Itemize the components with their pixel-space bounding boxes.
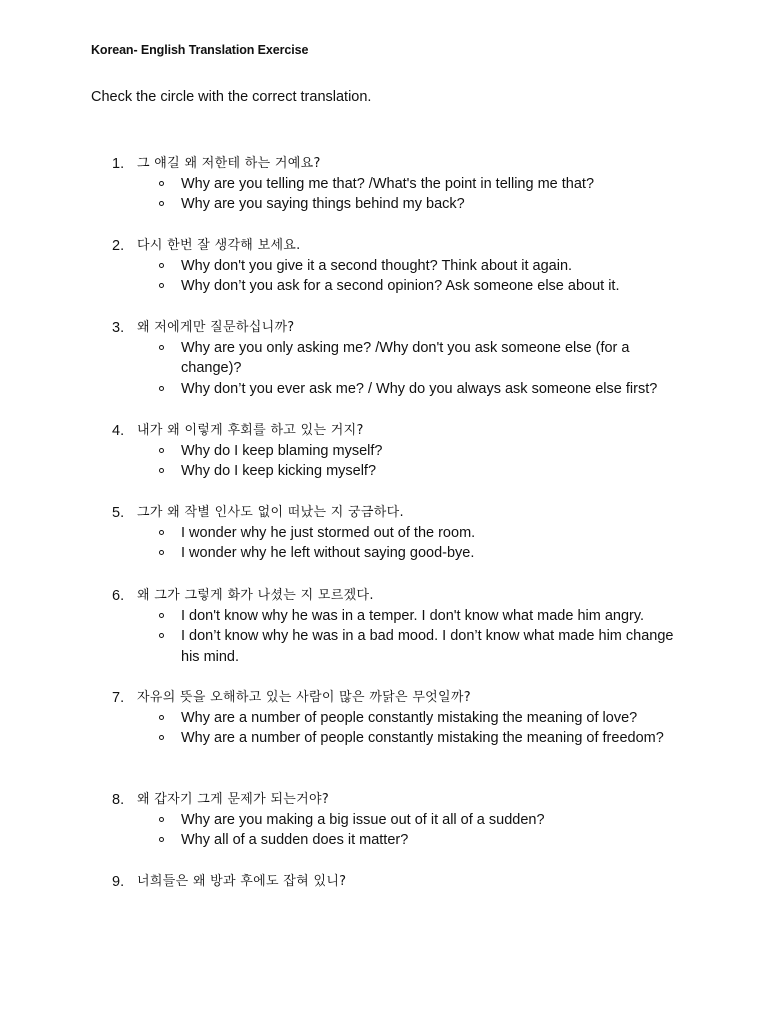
- answer-option: [0, 728, 681, 748]
- question-korean: 왜 갑자기 그게 문제가 되는거야?: [137, 792, 330, 807]
- answer-option: [0, 461, 681, 481]
- answer-text: I don't know why he was in a temper. I don't know what made him angry.: [181, 608, 645, 624]
- question-number: 7.: [112, 690, 125, 706]
- document-title: Korean- English Translation Exercise: [91, 43, 309, 57]
- answer-option: [0, 708, 681, 728]
- answer-circle[interactable]: [159, 345, 164, 350]
- answer-option: [0, 830, 681, 850]
- answer-circle[interactable]: [159, 735, 164, 740]
- instruction-text: Check the circle with the correct translation.: [91, 89, 372, 105]
- answer-option: [0, 276, 681, 296]
- question-korean: 그가 왜 작별 인사도 없이 떠났는 지 궁금하다.: [137, 505, 404, 520]
- question-korean: 그 얘길 왜 저한테 하는 거예요?: [137, 156, 321, 171]
- answer-option: [0, 379, 681, 399]
- answer-text: Why are a number of people constantly mistaking the meaning of love?: [181, 710, 638, 726]
- answer-circle[interactable]: [159, 201, 164, 206]
- question-korean: 너희들은 왜 방과 후에도 잡혀 있니?: [137, 874, 347, 889]
- answer-circle[interactable]: [159, 613, 164, 618]
- answer-text: Why are you making a big issue out of it all of a sudden?: [181, 812, 545, 828]
- answer-text: Why are you saying things behind my back?: [181, 196, 465, 213]
- question-korean: 왜 저에게만 질문하십니까?: [137, 320, 295, 335]
- answer-option: [0, 256, 681, 276]
- question-korean: 왜 그가 그렇게 화가 나셨는 지 모르겠다.: [137, 588, 374, 603]
- answer-text: Why don’t you ask for a second opinion? Ask someone else about it.: [181, 278, 620, 295]
- question-number: 4.: [112, 423, 125, 439]
- question-4: [0, 421, 768, 482]
- question-number: 2.: [112, 238, 125, 254]
- answer-text: I don’t know why he was in a bad mood. I don’t know what made him change his mind.: [181, 628, 674, 665]
- answer-circle[interactable]: [159, 837, 164, 842]
- question-2: [0, 236, 768, 297]
- answer-circle[interactable]: [159, 283, 164, 288]
- answer-text: Why do I keep blaming myself?: [181, 443, 383, 459]
- answer-text: I wonder why he just stormed out of the room.: [181, 525, 476, 541]
- question-7: [0, 688, 768, 749]
- question-6: [0, 586, 768, 667]
- question-korean: 자유의 뜻을 오해하고 있는 사람이 많은 까닭은 무엇일까?: [137, 690, 471, 705]
- question-number: 3.: [112, 320, 125, 336]
- answer-circle[interactable]: [159, 817, 164, 822]
- answer-text: Why don’t you ever ask me? / Why do you always ask someone else first?: [181, 380, 658, 397]
- answer-circle[interactable]: [159, 530, 164, 535]
- answer-circle[interactable]: [159, 550, 164, 555]
- answer-circle[interactable]: [159, 633, 164, 638]
- answer-circle[interactable]: [159, 386, 164, 391]
- answer-text: I wonder why he left without saying good-bye.: [181, 545, 475, 562]
- answer-circle[interactable]: [159, 448, 164, 453]
- question-korean: 다시 한번 잘 생각해 보세요.: [137, 238, 301, 253]
- answer-circle[interactable]: [159, 468, 164, 473]
- question-9: [0, 872, 768, 892]
- answer-option: [0, 338, 681, 379]
- question-1: [0, 154, 768, 215]
- question-5: [0, 503, 768, 564]
- question-number: 9.: [112, 874, 125, 890]
- question-number: 6.: [112, 588, 125, 604]
- question-number: 8.: [112, 792, 125, 808]
- question-number: 5.: [112, 505, 125, 521]
- answer-option: [0, 626, 681, 667]
- answer-text: Why do I keep kicking myself?: [181, 463, 377, 480]
- question-3: [0, 318, 768, 399]
- answer-text: Why all of a sudden does it matter?: [181, 832, 409, 849]
- question-number: 1.: [112, 156, 125, 172]
- answer-text: Why are you only asking me? /Why don't you ask someone else (for a change)?: [181, 340, 630, 377]
- answer-circle[interactable]: [159, 263, 164, 268]
- answer-option: [0, 606, 681, 626]
- answer-option: [0, 810, 681, 830]
- answer-option: [0, 194, 681, 214]
- answer-option: [0, 543, 681, 563]
- answer-option: [0, 174, 681, 194]
- answer-circle[interactable]: [159, 181, 164, 186]
- answer-option: [0, 523, 681, 543]
- answer-text: Why don't you give it a second thought? Think about it again.: [181, 258, 573, 274]
- question-korean: 내가 왜 이렇게 후회를 하고 있는 거지?: [137, 423, 364, 438]
- question-8: [0, 790, 768, 851]
- answer-circle[interactable]: [159, 715, 164, 720]
- answer-text: Why are a number of people constantly mistaking the meaning of freedom?: [181, 730, 664, 747]
- answer-option: [0, 441, 681, 461]
- answer-text: Why are you telling me that? /What's the point in telling me that?: [181, 176, 595, 192]
